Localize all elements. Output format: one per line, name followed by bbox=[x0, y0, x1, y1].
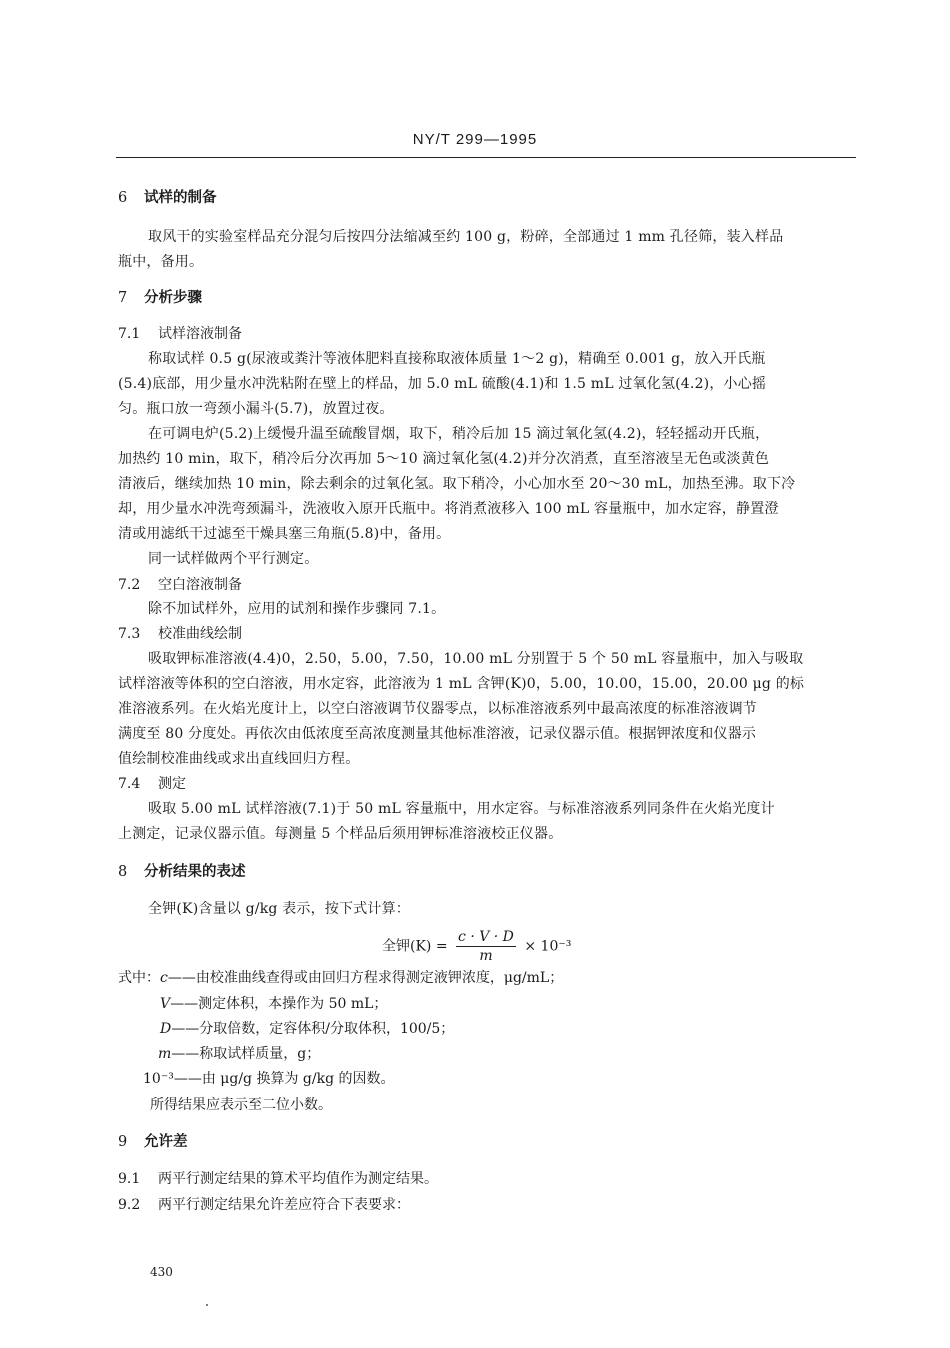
text-line: 在可调电炉(5.2)上缓慢升温至硫酸冒烟，取下，稍冷后加 15 滴过氧化氢(4.2)，轻轻摇动开氏瓶， bbox=[148, 426, 770, 442]
section-9-2 bbox=[118, 1195, 410, 1215]
formula-denominator: m bbox=[479, 948, 493, 964]
formula-factor: × 10⁻³ bbox=[524, 938, 572, 955]
text-line: 同一试样做两个平行测定。 bbox=[148, 551, 319, 567]
variable-definition-m bbox=[158, 1044, 320, 1064]
section-7-2-paragraph bbox=[118, 597, 856, 622]
section-title: 空白溶液制备 bbox=[158, 577, 242, 593]
section-text: 两平行测定结果的算术平均值作为测定结果。 bbox=[158, 1171, 438, 1187]
section-title: 校准曲线绘制 bbox=[158, 626, 242, 642]
variable-definition-c bbox=[118, 968, 563, 988]
text-line: 瓶中，备用。 bbox=[118, 254, 204, 270]
variable-symbol: 10⁻³ bbox=[143, 1071, 174, 1087]
section-number: 9.2 bbox=[118, 1197, 141, 1213]
text-line: 值绘制校准曲线或求出直线回归方程。 bbox=[118, 751, 360, 767]
variable-symbol: D bbox=[160, 1021, 172, 1037]
section-title: 试样溶液制备 bbox=[158, 326, 242, 342]
section-7-2-heading bbox=[118, 575, 242, 595]
section-6-paragraph bbox=[118, 225, 856, 275]
variable-description: ——分取倍数，定容体积/分取体积，100/5； bbox=[171, 1021, 455, 1037]
section-8-heading bbox=[118, 862, 246, 882]
text-line: 加热约 10 min，取下，稍冷后分次再加 5～10 滴过氧化氢(4.2)并分次消煮，直至溶液呈无色或淡黄色 bbox=[118, 451, 770, 467]
section-number: 7.3 bbox=[118, 626, 141, 642]
section-7-3-heading bbox=[118, 624, 242, 644]
variable-symbol: V bbox=[160, 996, 171, 1012]
section-8-note: 所得结果应表示至二位小数。 bbox=[150, 1097, 332, 1113]
text-line: 试样溶液等体积的空白溶液，用水定容，此溶液为 1 mL 含钾(K)0，5.00，10.00，15.00，20.00 μg 的标 bbox=[118, 676, 805, 692]
text-line: 匀。瓶口放一弯颈小漏斗(5.7)，放置过夜。 bbox=[118, 401, 394, 417]
section-number: 8 bbox=[118, 864, 128, 880]
text-line: 准溶液系列。在火焰光度计上，以空白溶液调节仪器零点，以标准溶液系列中最高浓度的标准溶液调节 bbox=[118, 701, 757, 717]
section-number: 9.1 bbox=[118, 1171, 141, 1187]
text-line: 满度至 80 分度处。再依次由低浓度至高浓度测量其他标准溶液，记录仪器示值。根据钾浓度和仪器示 bbox=[118, 726, 757, 742]
variable-definition-v bbox=[160, 994, 387, 1014]
variable-description: ——由校准曲线查得或由回归方程求得测定液钾浓度，μg/mL； bbox=[167, 970, 564, 986]
formula-numerator: c · V · D bbox=[458, 929, 514, 945]
section-7-1-paragraph-1 bbox=[118, 347, 856, 422]
formula-lhs: 全钾(K) = bbox=[382, 938, 448, 955]
text-line: 吸取钾标准溶液(4.4)0，2.50，5.00，7.50，10.00 mL 分别置于 5 个 50 mL 容量瓶中，加入与吸取 bbox=[148, 651, 804, 667]
text-line: 取风干的实验室样品充分混匀后按四分法缩减至约 100 g，粉碎，全部通过 1 mm 孔径筛，装入样品 bbox=[148, 229, 784, 245]
section-7-4-heading bbox=[118, 774, 186, 794]
section-number: 7 bbox=[118, 290, 128, 306]
text-line: 称取试样 0.5 g(尿液或粪汁等液体肥料直接称取液体质量 1～2 g)，精确至 0.001 g，放入开氏瓶 bbox=[148, 351, 766, 367]
section-number: 7.1 bbox=[118, 326, 141, 342]
section-6-heading bbox=[118, 188, 217, 208]
text-line: 吸取 5.00 mL 试样溶液(7.1)于 50 mL 容量瓶中，用水定容。与标准溶液系列同条件在火焰光度计 bbox=[148, 801, 775, 817]
where-prefix: 式中： bbox=[118, 970, 160, 986]
variable-description: ——由 μg/g 换算为 g/kg 的因数。 bbox=[173, 1071, 395, 1087]
section-number: 9 bbox=[118, 1134, 128, 1150]
section-7-1-paragraph-2 bbox=[118, 422, 856, 547]
section-7-3-paragraph bbox=[118, 647, 856, 772]
variable-description: ——测定体积，本操作为 50 mL； bbox=[170, 996, 388, 1012]
text-line: 却，用少量水冲洗弯颈漏斗，洗液收入原开氏瓶中。将消煮液移入 100 mL 容量瓶中，加水定容，静置澄 bbox=[118, 501, 779, 517]
text-line: 全钾(K)含量以 g/kg 表示，按下式计算： bbox=[148, 901, 411, 917]
section-title: 试样的制备 bbox=[144, 189, 217, 206]
section-7-heading bbox=[118, 288, 202, 308]
section-number: 6 bbox=[118, 190, 128, 206]
variable-definition-d bbox=[160, 1019, 454, 1039]
section-8-intro bbox=[118, 897, 856, 922]
variable-definition-factor bbox=[143, 1069, 395, 1089]
section-7-1-paragraph-3 bbox=[118, 547, 856, 572]
text-line: 清液后，继续加热 10 min，除去剩余的过氧化氢。取下稍冷，小心加水至 20～30 mL，加热至沸。取下冷 bbox=[118, 476, 796, 492]
section-number: 7.2 bbox=[118, 577, 141, 593]
variable-description: ——称取试样质量，g； bbox=[171, 1046, 321, 1062]
potassium-formula bbox=[382, 928, 571, 965]
section-9-heading bbox=[118, 1132, 188, 1152]
section-9-1 bbox=[118, 1169, 438, 1189]
text-line: (5.4)底部，用少量水冲洗粘附在壁上的样品，加 5.0 mL 硫酸(4.1)和 1.5 mL 过氧化氢(4.2)，小心摇 bbox=[118, 376, 767, 392]
scan-speck bbox=[206, 1304, 208, 1306]
variable-symbol: c bbox=[160, 970, 168, 986]
text-line: 清或用滤纸干过滤至干燥具塞三角瓶(5.8)中，备用。 bbox=[118, 526, 451, 542]
section-number: 7.4 bbox=[118, 776, 141, 792]
page-number: 430 bbox=[150, 1265, 173, 1279]
header-rule bbox=[116, 157, 856, 158]
variable-symbol: m bbox=[158, 1046, 172, 1062]
section-title: 允许差 bbox=[144, 1133, 188, 1150]
text-line: 上测定，记录仪器示值。每测量 5 个样品后须用钾标准溶液校正仪器。 bbox=[118, 826, 563, 842]
text-line: 除不加试样外，应用的试剂和操作步骤同 7.1。 bbox=[148, 601, 446, 617]
formula-fraction bbox=[456, 928, 516, 965]
standard-header: NY/T 299—1995 bbox=[412, 131, 538, 148]
section-title: 测定 bbox=[158, 776, 186, 792]
section-7-1-heading bbox=[118, 324, 242, 344]
section-title: 分析步骤 bbox=[144, 289, 202, 306]
section-text: 两平行测定结果允许差应符合下表要求： bbox=[158, 1197, 410, 1213]
section-7-4-paragraph bbox=[118, 797, 856, 847]
section-title: 分析结果的表述 bbox=[144, 863, 246, 880]
